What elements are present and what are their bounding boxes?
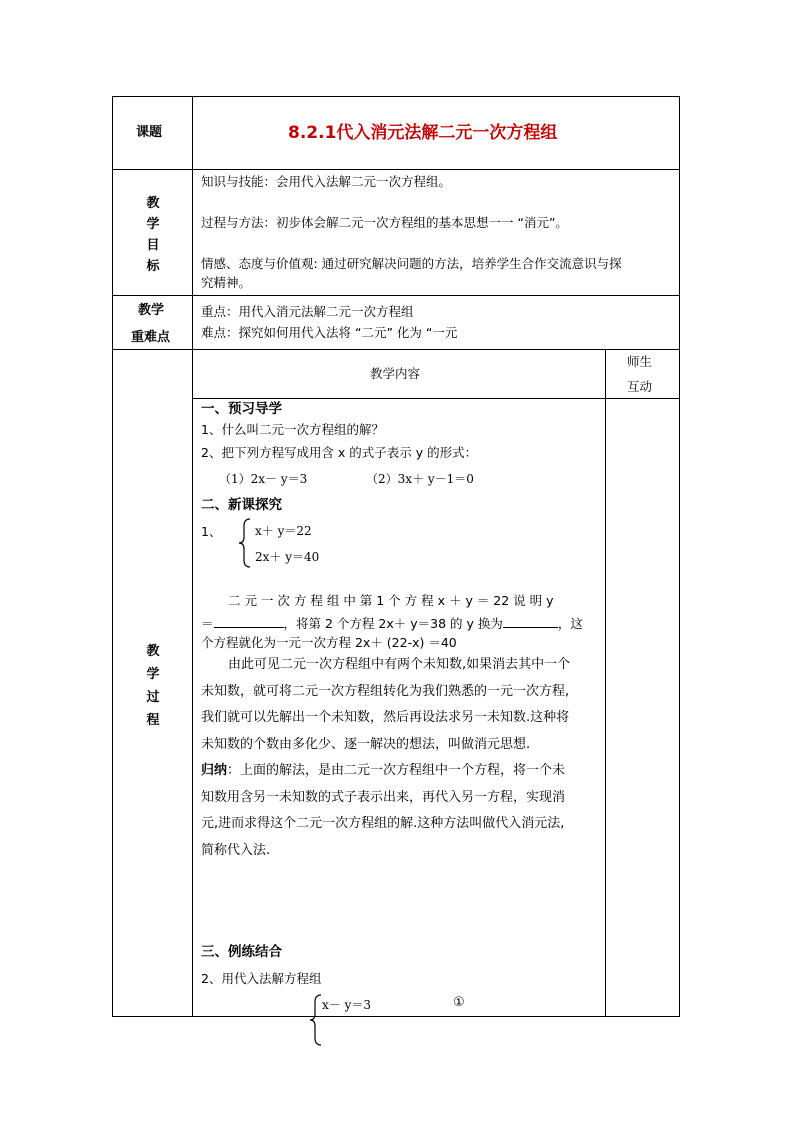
vline-left (112, 96, 113, 1017)
blank-substitution[interactable] (503, 614, 558, 628)
blank-y-expression[interactable] (214, 614, 284, 628)
section2-p2-line3: 我们就可以先解出一个未知数，然后再设法求另一未知数.这种将 (201, 710, 570, 725)
key-label-line1: 教学 (138, 303, 165, 318)
interaction-header-line1: 师生 (627, 354, 653, 369)
vline-label (192, 96, 193, 1017)
summary-text-1: ：上面的解法，是由二元一次方程组中一个方程，将一个未 (227, 763, 566, 778)
goal-knowledge: 知识与技能：会用代入法解二元一次方程组。 (201, 174, 452, 189)
key-label-line2: 重难点 (131, 330, 171, 345)
hline-after-key (112, 349, 680, 350)
summary-label: 归纳 (201, 763, 228, 778)
section2-p2-line2: 未知数，就可将二元一次方程组转化为我们熟悉的一元一次方程, (201, 684, 570, 699)
circled-one-marker: ① (453, 995, 465, 1010)
section2-p1-line1 (228, 593, 554, 609)
hline-after-goals (112, 295, 680, 296)
section2-p1-part2: ＝ (201, 616, 214, 631)
vline-interaction (605, 349, 606, 1017)
section1-eq-a: （1）2x－ y＝3 (219, 472, 308, 486)
section2-sys-eq1: x＋ y＝22 (255, 524, 312, 538)
interaction-header-line2: 互动 (627, 379, 653, 394)
key-point: 重点：用代入消元法解二元一次方程组 (201, 304, 414, 319)
section2-p1-line2 (201, 614, 583, 632)
hline-bottom (112, 1016, 680, 1017)
section2-p1-part3: ，将第 2 个方程 2x＋ y＝38 的 y 换为 (283, 616, 503, 631)
section1-q1: 1、什么叫二元一次方程组的解？ (201, 422, 384, 437)
goals-label (141, 192, 165, 276)
goal-process: 过程与方法：初步体会解二元一次方程组的基本思想一一 “消元”。 (201, 215, 568, 230)
section2-sys-eq2: 2x＋ y＝40 (255, 550, 320, 564)
left-brace-icon (309, 994, 323, 1046)
hline-top (112, 96, 680, 97)
section2-p2-line4: 未知数的个数由多化少、逐一解决的想法，叫做消元思想. (201, 737, 531, 752)
goal-emotion-line2: 究精神。 (201, 275, 252, 290)
hline-after-header (192, 398, 680, 399)
goals-label-char: 目 (146, 238, 160, 253)
section2-summary-line2: 知数用含另一未知数的式子表示出来，再代入另一方程，实现消 (201, 790, 566, 805)
section1-heading: 一、预习导学 (201, 401, 282, 417)
section2-summary-line3: 元,进而求得这个二元一次方程组的解.这种方法叫做代入消元法, (201, 816, 565, 831)
section2-item-no: 1、 (201, 524, 222, 539)
left-brace-icon (238, 518, 252, 568)
section3-question: 2、用代入法解方程组 (201, 971, 322, 986)
vline-right (679, 96, 680, 1017)
goals-label-char: 标 (146, 259, 160, 274)
section2-p1-part1: 二 元 一 次 方 程 组 中 第 1 个 方 程 x ＋ y ＝ 22 说 明 y (228, 593, 554, 608)
goals-label-char: 教 (146, 196, 160, 211)
goals-label-char: 学 (146, 217, 160, 232)
difficulty-point: 难点：探究如何用代入法将 “二元” 化为 “一元 (201, 325, 458, 340)
section1-eq-b: （2）3x＋ y－1＝0 (366, 472, 474, 486)
course-label: 课题 (136, 125, 163, 140)
process-label (141, 640, 165, 732)
section3-heading: 三、例练结合 (201, 944, 282, 960)
goal-emotion-line1: 情感、态度与价值观: 通过研究解决问题的方法，培养学生合作交流意识与探 (201, 256, 622, 271)
section2-p1-part4: ，这 (557, 616, 583, 631)
process-label-char: 教 (146, 644, 160, 659)
process-label-char: 学 (146, 667, 160, 682)
section2-summary-line4: 简称代入法. (201, 843, 271, 858)
section3-sys-eq1: x－ y＝3 (322, 998, 371, 1012)
lesson-title: 8.2.1代入消元法解二元一次方程组 (288, 123, 558, 143)
section2-heading: 二、新课探究 (201, 497, 282, 513)
process-label-char: 程 (146, 713, 160, 728)
section2-summary-line1 (201, 763, 565, 779)
section1-q2: 2、把下列方程写成用含 x 的式子表示 y 的形式： (201, 445, 478, 460)
section2-p2-line1: 由此可见二元一次方程组中有两个未知数,如果消去其中一个 (228, 657, 571, 672)
process-label-char: 过 (146, 690, 160, 705)
content-header: 教学内容 (370, 366, 421, 381)
section2-p1-part5: 个方程就化为一元一次方程 2x＋ (22-x) ＝40 (201, 635, 457, 650)
hline-after-course (112, 169, 680, 170)
